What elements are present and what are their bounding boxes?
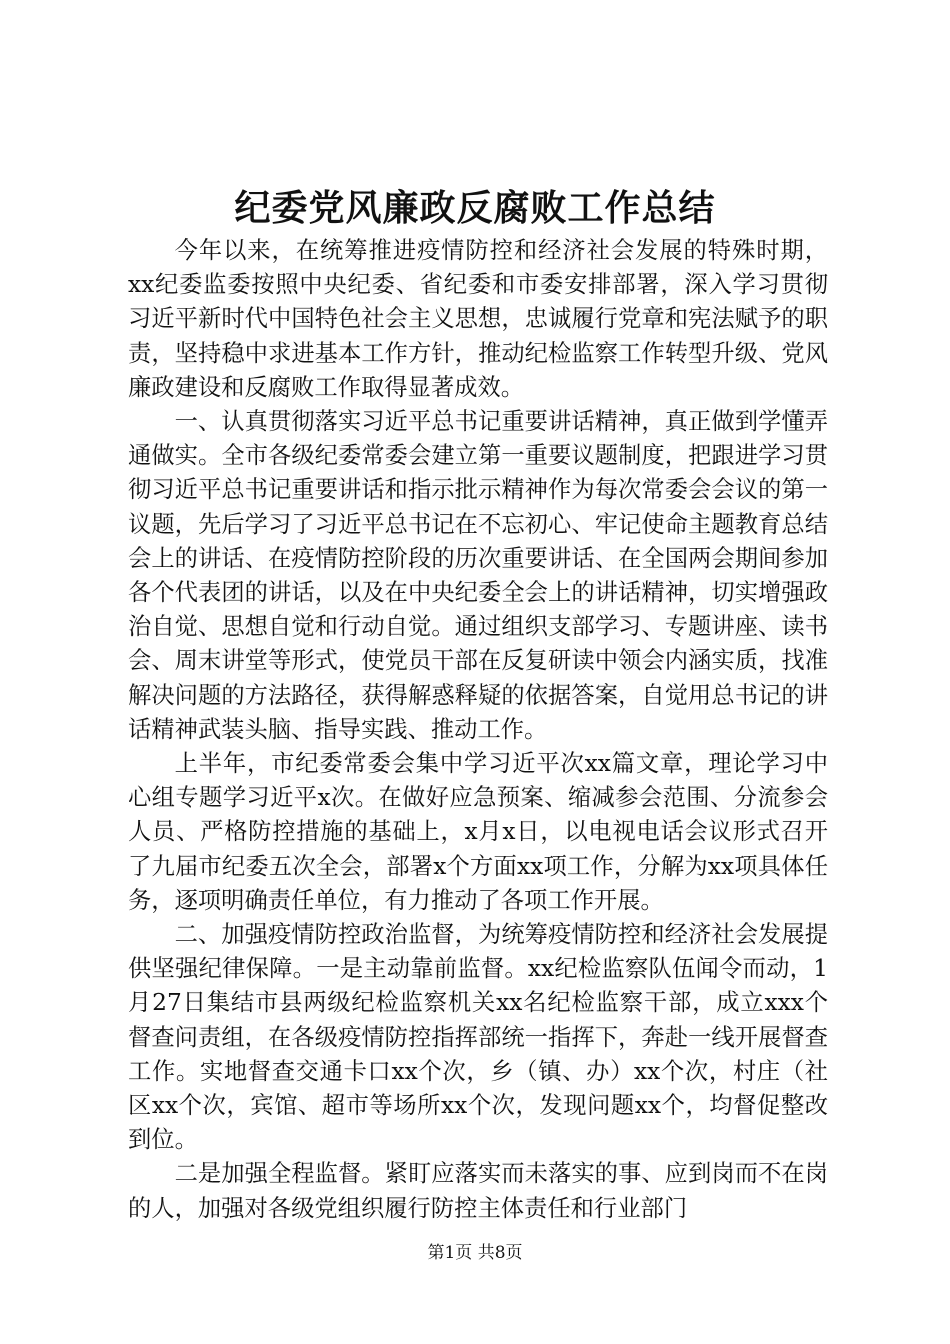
paragraph-full-supervision: 二是加强全程监督。紧盯应落实而未落实的事、应到岗而不在岗的人，加强对各级党组织履行防控主体责任和行业部门 [128, 1160, 828, 1222]
paragraph-section-2: 二、加强疫情防控政治监督，为统筹疫情防控和经济社会发展提供坚强纪律保障。一是主动靠前监督。xx纪检监察队伍闻令而动，1月27日集结市县两级纪检监察机关xx名纪检监察干部，成立xxx个督查问责组，在各级疫情防控指挥部统一指挥下，奔赴一线开展督查工作。实地督查交通卡口xx个次，乡（镇、办）xx个次，村庄（社区xx个次，宾馆、超市等场所xx个次，发现问题xx个，均督促整改到位。 [128, 921, 828, 1154]
paragraph-section-1: 一、认真贯彻落实习近平总书记重要讲话精神，真正做到学懂弄通做实。全市各级纪委常委会建立第一重要议题制度，把跟进学习贯彻习近平总书记重要讲话和指示批示精神作为每次常委会会议的第一议题，先后学习了习近平总书记在不忘初心、牢记使命主题教育总结会上的讲话、在疫情防控阶段的历次重要讲话、在全国两会期间参加各个代表团的讲话，以及在中央纪委全会上的讲话精神，切实增强政治自觉、思想自觉和行动自觉。通过组织支部学习、专题讲座、读书会、周末讲堂等形式，使党员干部在反复研读中领会内涵实质，找准解决问题的方法路径，获得解惑释疑的依据答案，自觉用总书记的讲话精神武装头脑、指导实践、推动工作。 [128, 408, 828, 743]
page-number-footer: 第1页 共8页 [427, 1243, 523, 1263]
document-body [128, 234, 828, 1226]
paragraph-first-half-year: 上半年，市纪委常委会集中学习近平次xx篇文章，理论学习中心组专题学习近平x次。在做好应急预案、缩减参会范围、分流参会人员、严格防控措施的基础上，x月x日，以电视电话会议形式召开了九届市纪委五次全会，部署x个方面xx项工作，分解为xx项具体任务，逐项明确责任单位，有力推动了各项工作开展。 [128, 750, 828, 914]
document-title: 纪委党风廉政反腐败工作总结 [234, 187, 716, 229]
paragraph-intro: 今年以来，在统筹推进疫情防控和经济社会发展的特殊时期，xx纪委监委按照中央纪委、省纪委和市委安排部署，深入学习贯彻习近平新时代中国特色社会主义思想，忠诚履行党章和宪法赋予的职责，坚持稳中求进基本工作方针，推动纪检监察工作转型升级、党风廉政建设和反腐败工作取得显著成效。 [128, 237, 828, 401]
